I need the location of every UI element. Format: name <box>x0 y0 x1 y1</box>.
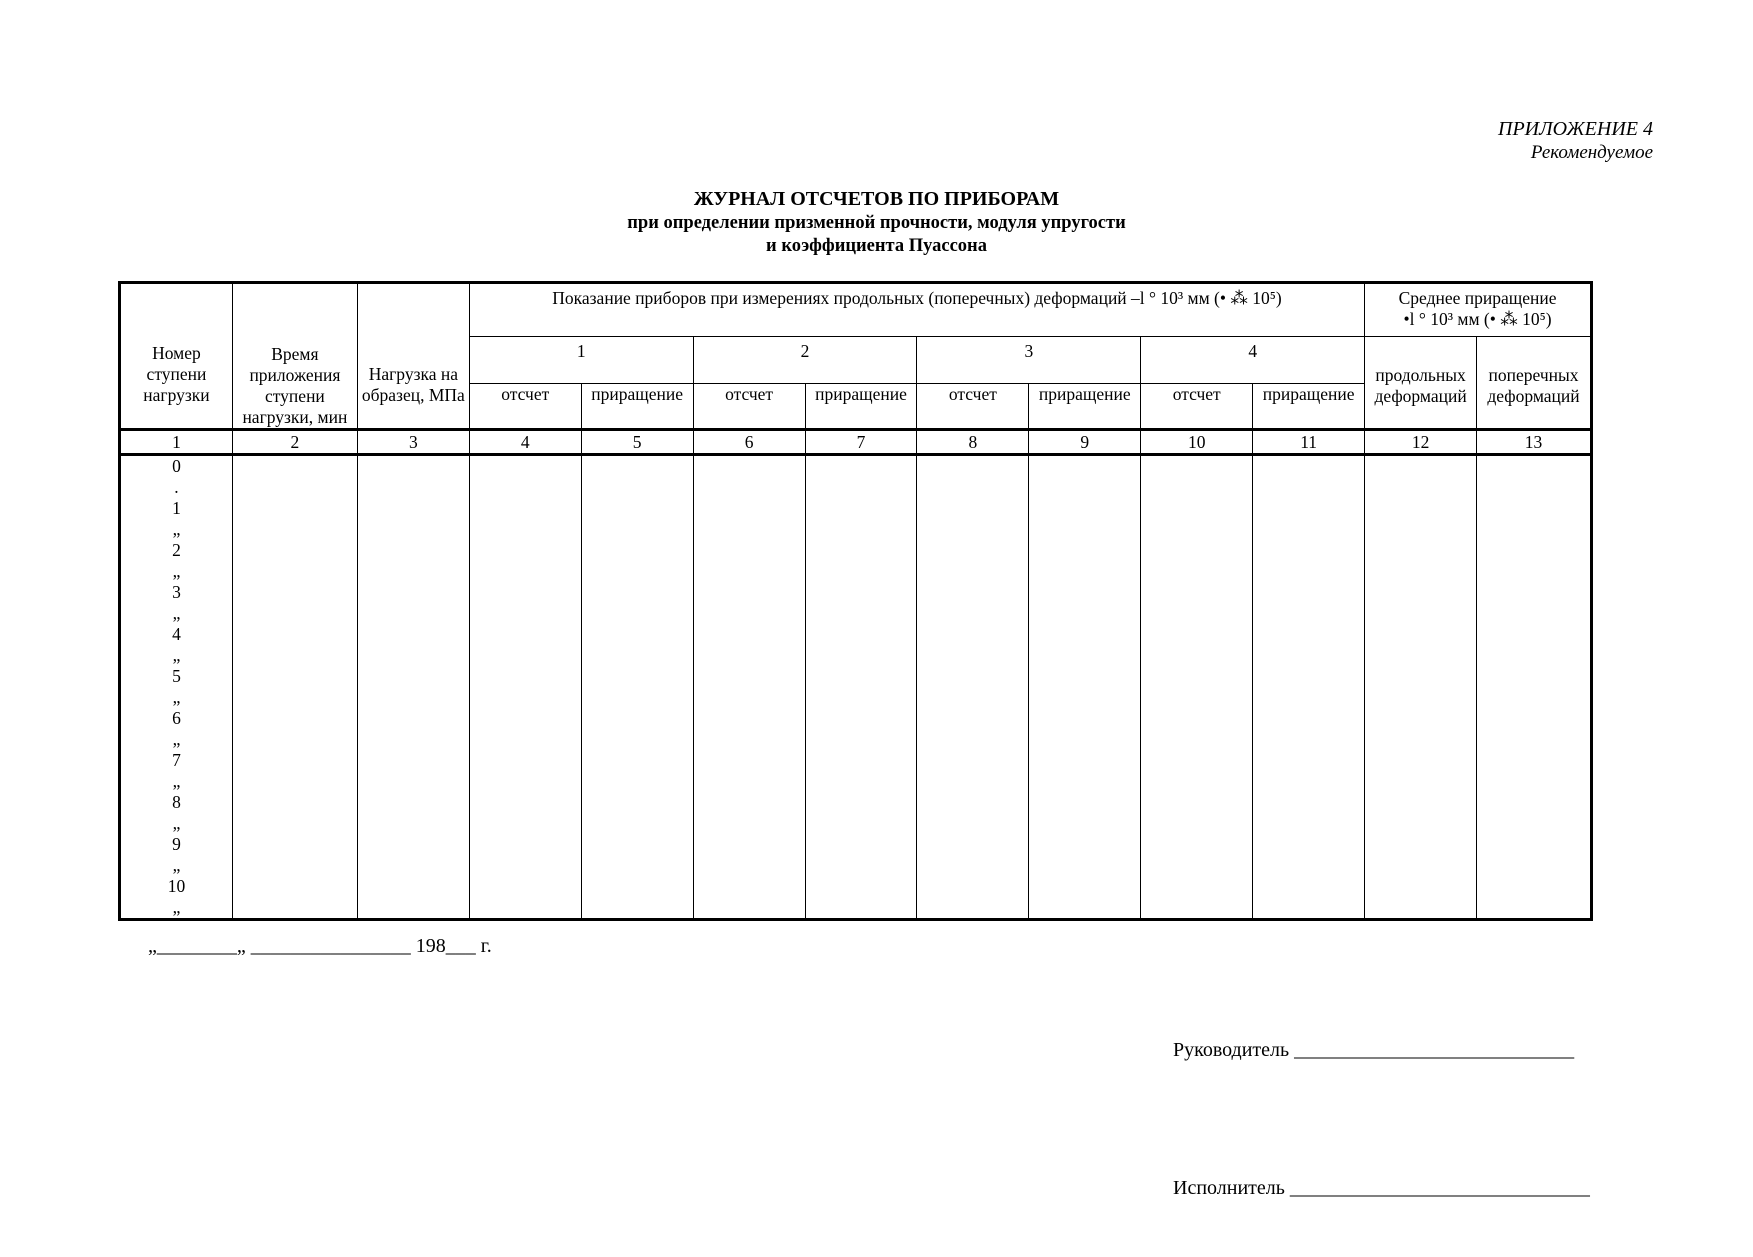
appendix-status: Рекомендуемое <box>1530 142 1653 163</box>
blank-cell <box>1253 455 1365 920</box>
step-label: „ <box>172 855 181 875</box>
step-numbers-cell <box>120 455 233 920</box>
column-number: 2 <box>232 430 357 455</box>
blank-cell <box>357 455 469 920</box>
step-label: „ <box>172 729 181 749</box>
blank-cell <box>469 455 581 920</box>
header-avg-transverse: поперечных деформаций <box>1477 337 1592 430</box>
step-label: 1 <box>172 498 181 518</box>
step-label: „ <box>172 603 181 623</box>
blank-cell <box>693 455 805 920</box>
blank-cell <box>1477 455 1592 920</box>
blank-cell <box>1365 455 1477 920</box>
blank-cell <box>917 455 1029 920</box>
header-instrument-2: 2 <box>693 337 917 384</box>
header-reading-3: отсчет <box>917 384 1029 430</box>
step-label: 6 <box>172 708 181 728</box>
entry-area <box>120 455 1592 920</box>
header-time <box>232 283 357 430</box>
blank-cell <box>805 455 917 920</box>
header-avg-longitudinal: продольных деформаций <box>1365 337 1477 430</box>
step-label: 8 <box>172 792 181 812</box>
blank-cell <box>232 455 357 920</box>
blank-cell <box>581 455 693 920</box>
executor-signature-line: Исполнитель ______________________________ <box>1173 1177 1590 1199</box>
appendix-label: ПРИЛОЖЕНИЕ 4 <box>1498 118 1653 140</box>
average-group-line2: •l ° 10³ мм (• ⁂ 10⁵) <box>1403 309 1552 329</box>
title-sub-2: и коэффициента Пуассона <box>766 236 987 256</box>
readings-table <box>118 281 1593 921</box>
header-increment-1: приращение <box>581 384 693 430</box>
column-number: 5 <box>581 430 693 455</box>
column-number: 10 <box>1141 430 1253 455</box>
header-reading-2: отсчет <box>693 384 805 430</box>
column-number: 7 <box>805 430 917 455</box>
step-label: 2 <box>172 540 181 560</box>
step-label: „ <box>172 519 181 539</box>
column-number: 9 <box>1029 430 1141 455</box>
header-load-text: Нагрузка на образец, МПа <box>361 364 465 405</box>
column-number: 12 <box>1365 430 1477 455</box>
header-increment-2: приращение <box>805 384 917 430</box>
step-label: „ <box>172 897 181 917</box>
header-load <box>357 283 469 430</box>
step-label: 4 <box>172 624 181 644</box>
step-label: „ <box>172 561 181 581</box>
title-sub-1: при определении призменной прочности, модуля упругости <box>627 213 1126 233</box>
document-title <box>0 186 1753 258</box>
blank-cell <box>1141 455 1253 920</box>
signatures <box>1173 935 1590 1257</box>
step-label: 5 <box>172 666 181 686</box>
step-list <box>121 456 232 918</box>
step-label: „ <box>172 771 181 791</box>
header-step-number <box>120 283 233 430</box>
supervisor-signature-line: Руководитель ____________________________ <box>1173 1039 1575 1061</box>
header-instrument-3: 3 <box>917 337 1141 384</box>
header-average-group <box>1365 283 1592 337</box>
step-label: „ <box>172 813 181 833</box>
appendix-header <box>1498 117 1653 165</box>
column-number: 1 <box>120 430 233 455</box>
title-main: ЖУРНАЛ ОТСЧЕТОВ ПО ПРИБОРАМ <box>693 188 1060 210</box>
column-number: 6 <box>693 430 805 455</box>
header-step-number-text: Номер ступени нагрузки <box>143 343 210 405</box>
step-label: 0 <box>172 456 181 476</box>
header-increment-4: приращение <box>1253 384 1365 430</box>
step-label: „ <box>172 687 181 707</box>
average-group-line1: Среднее приращение <box>1398 288 1557 308</box>
header-instrument-4: 4 <box>1141 337 1365 384</box>
header-instrument-group: Показание приборов при измерениях продольных (поперечных) деформаций –l ° 10³ мм (• ⁂ 10⁵) <box>469 283 1364 337</box>
column-number: 4 <box>469 430 581 455</box>
column-number: 8 <box>917 430 1029 455</box>
column-number: 11 <box>1253 430 1365 455</box>
step-label: 7 <box>172 750 181 770</box>
header-reading-4: отсчет <box>1141 384 1253 430</box>
step-label: 3 <box>172 582 181 602</box>
step-label: 10 <box>167 876 186 896</box>
header-time-text: Время приложения ступени нагрузки, мин <box>242 344 348 427</box>
step-label: 9 <box>172 834 181 854</box>
column-number: 3 <box>357 430 469 455</box>
step-label: „ <box>172 645 181 665</box>
date-line: „________„ ________________ 198___ г. <box>148 935 492 957</box>
step-label: . <box>174 477 179 497</box>
column-number: 13 <box>1477 430 1592 455</box>
header-instrument-1: 1 <box>469 337 693 384</box>
blank-cell <box>1029 455 1141 920</box>
column-number-row <box>120 430 1592 455</box>
header-reading-1: отсчет <box>469 384 581 430</box>
header-increment-3: приращение <box>1029 384 1141 430</box>
